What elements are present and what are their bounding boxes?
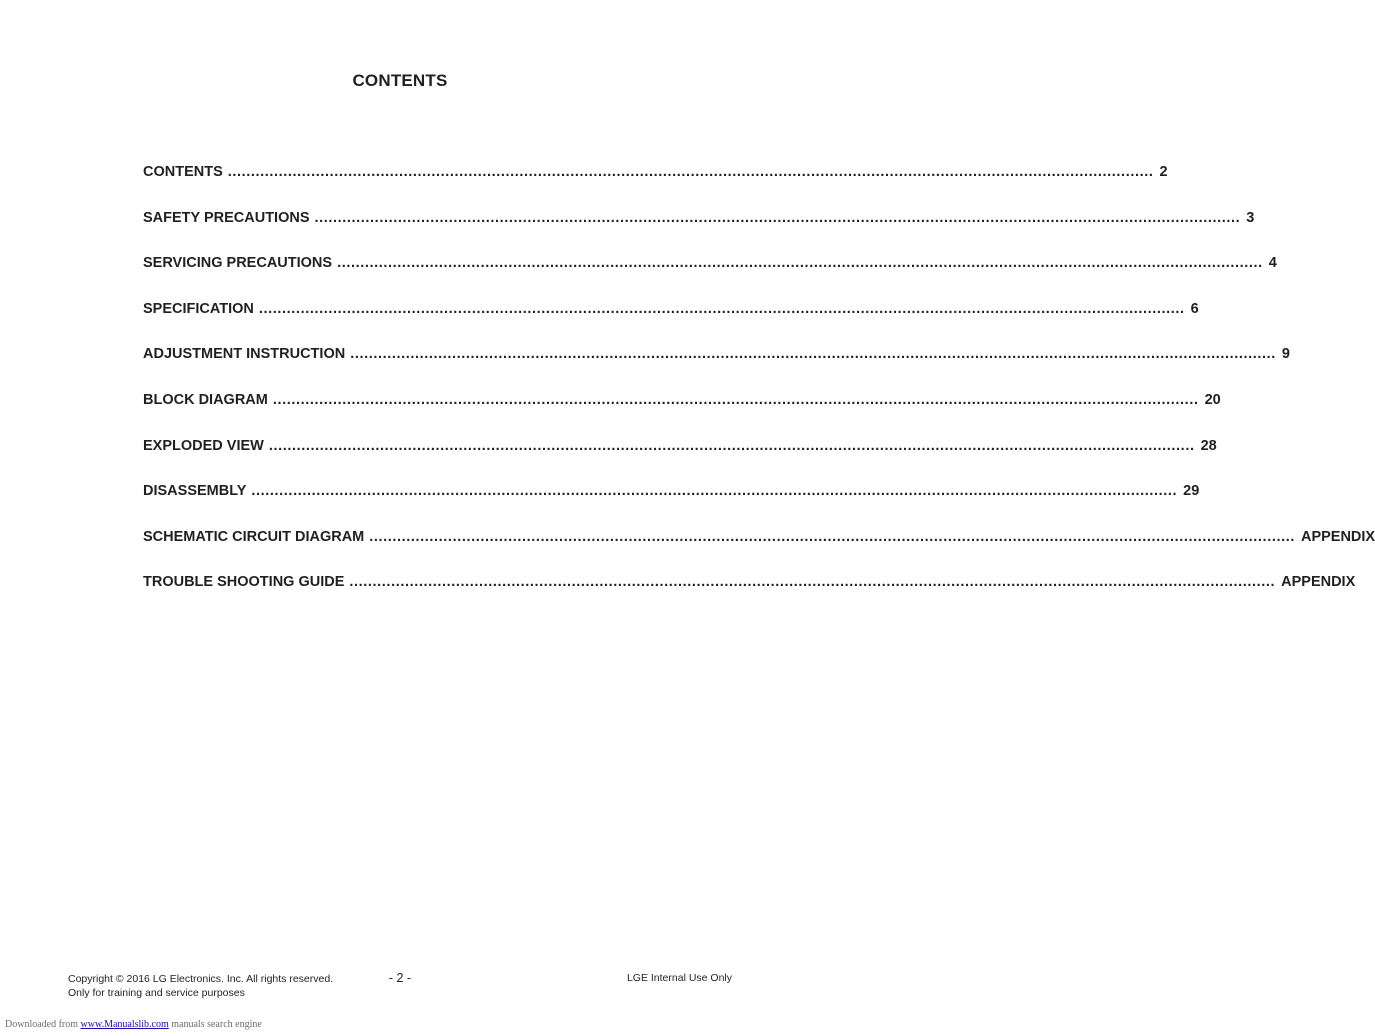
toc-entry-label: TROUBLE SHOOTING GUIDE: [143, 574, 345, 591]
toc-leader-dots: ........................................................................................................................................................................................................: [314, 209, 1241, 226]
footer-copyright-block: [68, 972, 333, 1000]
toc-leader-dots: ........................................................................................................................................................................................................: [350, 346, 1276, 363]
page-title: CONTENTS: [352, 71, 448, 90]
toc-entry-servicing-precautions[interactable]: [143, 255, 1277, 301]
toc-entry-specification[interactable]: [143, 300, 1199, 347]
toc-entry-label: SERVICING PRECAUTIONS: [143, 255, 333, 272]
manualslib-link[interactable]: www.Manualslib.com: [80, 1019, 169, 1030]
toc-entry-label: EXPLODED VIEW: [143, 437, 264, 454]
toc-leader-dots: ........................................................................................................................................................................................................: [369, 528, 1295, 545]
toc-leader-dots: ........................................................................................................................................................................................................: [272, 391, 1199, 408]
toc-leader-dots: ........................................................................................................................................................................................................: [349, 574, 1276, 591]
toc-entry-disassembly[interactable]: [143, 483, 1200, 529]
toc-entry-exploded-view[interactable]: [143, 437, 1217, 484]
download-prefix: Downloaded from: [5, 1019, 81, 1030]
toc-entry-page: 3: [1246, 209, 1255, 226]
toc-entry-page: APPENDIX: [1281, 574, 1356, 591]
toc-entry-safety-precautions[interactable]: [143, 209, 1255, 256]
download-suffix: manuals search engine: [168, 1019, 262, 1030]
toc-entry-page: 20: [1204, 391, 1221, 408]
toc-entry-label: CONTENTS: [143, 164, 223, 180]
toc-entry-label: SPECIFICATION: [143, 300, 254, 317]
toc-entry-block-diagram[interactable]: [143, 391, 1221, 438]
toc-entry-trouble-shooting-guide[interactable]: [143, 574, 1356, 620]
footer-internal-use: LGE Internal Use Only: [626, 972, 732, 984]
toc-entry-page: 2: [1159, 164, 1168, 180]
toc-leader-dots: ........................................................................................................................................................................................................: [337, 255, 1263, 272]
toc-entry-label: SCHEMATIC CIRCUIT DIAGRAM: [143, 528, 365, 545]
toc-entry-page: 9: [1281, 346, 1290, 363]
toc-entry-label: SAFETY PRECAUTIONS: [143, 209, 310, 226]
footer-copyright: Copyright © 2016 LG Electronics. Inc. All rights reserved.: [68, 973, 334, 985]
table-of-contents: [143, 164, 1375, 620]
toc-entry-page: 28: [1200, 437, 1217, 454]
footer-purpose: Only for training and service purposes: [68, 987, 245, 999]
toc-entry-page: 6: [1190, 300, 1199, 317]
toc-entry-adjustment-instruction[interactable]: [143, 346, 1290, 392]
toc-entry-schematic-circuit-diagram[interactable]: [143, 528, 1375, 575]
toc-leader-dots: ........................................................................................................................................................................................................: [251, 483, 1178, 500]
download-source-note: [5, 1019, 262, 1030]
toc-entry-label: ADJUSTMENT INSTRUCTION: [143, 346, 346, 363]
toc-entry-contents[interactable]: [143, 164, 1168, 210]
toc-entry-label: BLOCK DIAGRAM: [143, 391, 268, 408]
toc-entry-page: 4: [1268, 255, 1277, 272]
toc-leader-dots: ........................................................................................................................................................................................................: [227, 164, 1154, 180]
toc-entry-page: APPENDIX: [1300, 528, 1375, 545]
toc-leader-dots: ........................................................................................................................................................................................................: [258, 300, 1185, 317]
toc-entry-page: 29: [1183, 483, 1200, 500]
footer-page-number: - 2 -: [388, 971, 412, 985]
toc-leader-dots: ........................................................................................................................................................................................................: [268, 437, 1195, 454]
toc-entry-label: DISASSEMBLY: [143, 483, 247, 500]
